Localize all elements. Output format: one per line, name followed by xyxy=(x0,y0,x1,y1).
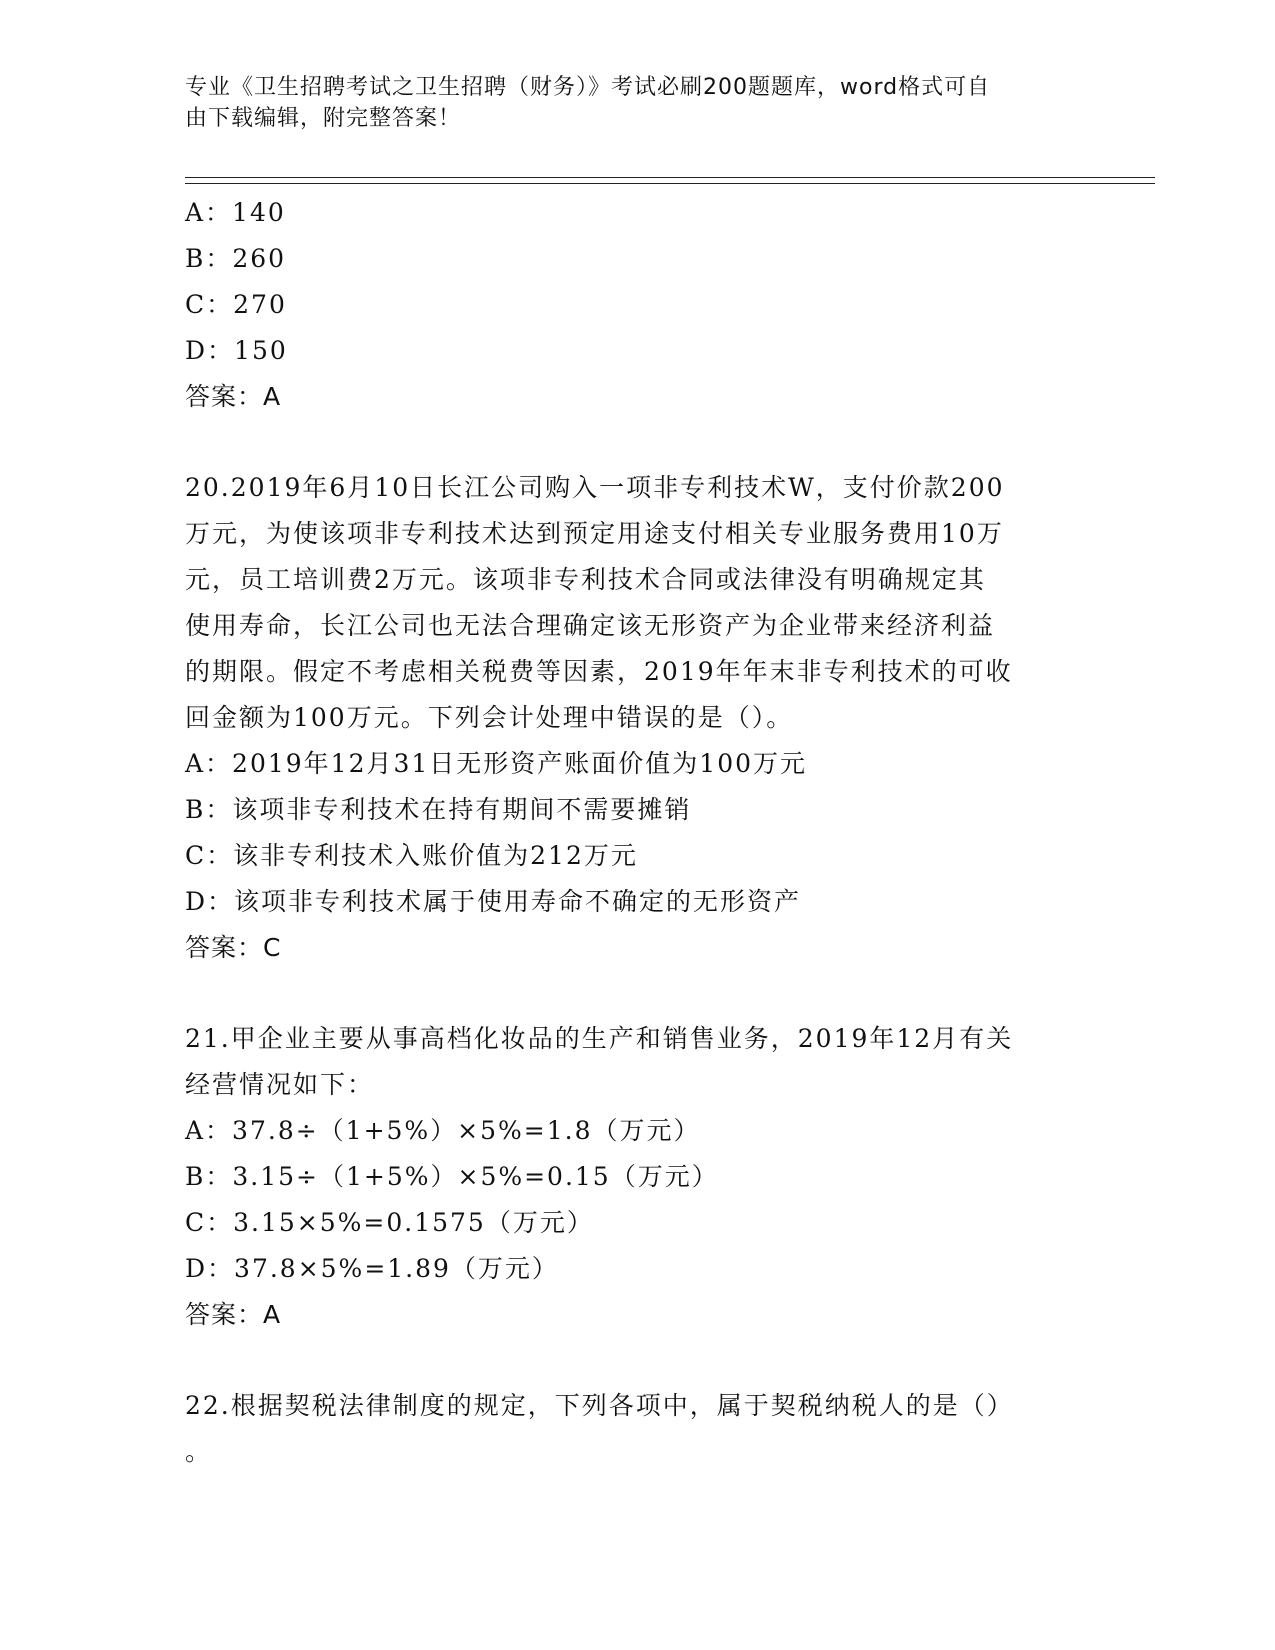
option-b: B：3.15÷（1+5%）×5%=0.15（万元） xyxy=(185,1162,719,1191)
option-b: B：260 xyxy=(185,244,287,273)
question-stem-line: 21.甲企业主要从事高档化妆品的生产和销售业务，2019年12月有关 xyxy=(185,1024,1014,1053)
document-header xyxy=(185,72,1065,134)
header-line-1: 专业《卫生招聘考试之卫生招聘（财务）》考试必刷200题题库，word格式可自 xyxy=(185,75,991,100)
question-stem-line: 元，员工培训费2万元。该项非专利技术合同或法律没有明确规定其 xyxy=(185,565,986,594)
option-d: D：该项非专利技术属于使用寿命不确定的无形资产 xyxy=(185,887,802,916)
header-line-2: 由下载编辑，附完整答案！ xyxy=(185,106,462,131)
question-22 xyxy=(185,1383,1085,1475)
question-stem-line: 万元，为使该项非专利技术达到预定用途支付相关专业服务费用10万 xyxy=(185,519,1004,548)
question-stem-line: 22.根据契税法律制度的规定，下列各项中，属于契税纳税人的是（） xyxy=(185,1391,1014,1420)
answer: 答案：C xyxy=(185,933,282,962)
option-d: D：37.8×5%=1.89（万元） xyxy=(185,1254,559,1283)
question-19 xyxy=(185,190,1085,420)
option-c: C：270 xyxy=(185,290,287,319)
option-b: B：该项非专利技术在持有期间不需要摊销 xyxy=(185,795,692,824)
option-a: A：2019年12月31日无形资产账面价值为100万元 xyxy=(185,749,808,778)
option-d: D：150 xyxy=(185,336,288,365)
question-stem-line: 回金额为100万元。下列会计处理中错误的是（）。 xyxy=(185,703,794,732)
option-a: A：37.8÷（1+5%）×5%=1.8（万元） xyxy=(185,1116,701,1145)
question-stem-line: 使用寿命，长江公司也无法合理确定该无形资产为企业带来经济利益 xyxy=(185,611,996,640)
question-20 xyxy=(185,465,1085,971)
spacer xyxy=(185,420,1085,465)
header-divider-top xyxy=(185,177,1155,178)
question-stem-line: 的期限。假定不考虑相关税费等因素，2019年年末非专利技术的可收 xyxy=(185,657,1013,686)
question-stem-line: 。 xyxy=(185,1437,213,1466)
question-stem-line: 20.2019年6月10日长江公司购入一项非专利技术W，支付价款200 xyxy=(185,473,1005,502)
question-stem-line: 经营情况如下： xyxy=(185,1070,375,1099)
option-a: A：140 xyxy=(185,198,286,227)
header-divider-bottom xyxy=(185,183,1155,184)
spacer xyxy=(185,1338,1085,1383)
option-c: C：3.15×5%=0.1575（万元） xyxy=(185,1208,594,1237)
option-c: C：该非专利技术入账价值为212万元 xyxy=(185,841,638,870)
question-21 xyxy=(185,1016,1085,1338)
answer: 答案：A xyxy=(185,1300,282,1329)
answer: 答案：A xyxy=(185,382,282,411)
question-list xyxy=(185,190,1085,1475)
spacer xyxy=(185,971,1085,1016)
